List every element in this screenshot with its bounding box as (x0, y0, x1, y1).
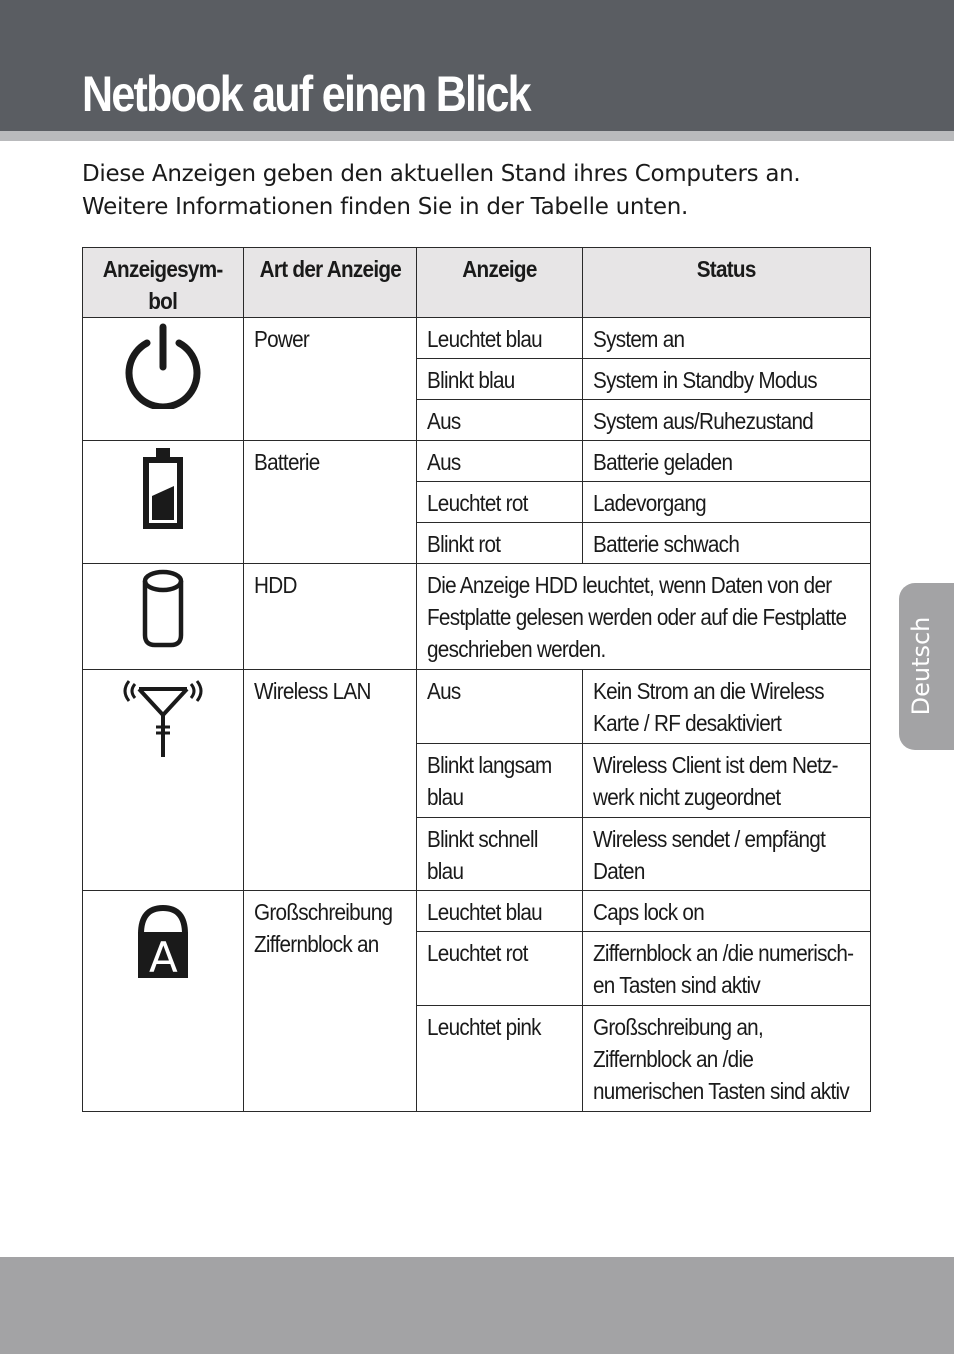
indicator-cell: Leuchtet pink (417, 1006, 583, 1112)
type-caps-numlock: Großschreibung Ziffernblock an (244, 891, 417, 1112)
indicator-cell: Aus (417, 670, 583, 744)
wireless-icon-cell (83, 670, 244, 891)
status-cell: Kein Strom an die Wireless Karte / RF desaktiviert (583, 670, 871, 744)
battery-icon-cell (83, 441, 244, 564)
wireless-antenna-icon (93, 675, 233, 761)
power-icon (93, 323, 233, 409)
indicator-cell: Aus (417, 400, 583, 441)
status-cell: Wireless sendet / empfängt Daten (583, 818, 871, 891)
indicator-cell: Leuchtet rot (417, 932, 583, 1006)
table-row (83, 891, 871, 932)
table-row (83, 318, 871, 359)
indicator-table (82, 247, 871, 1112)
hdd-description: Die Anzeige HDD leuchtet, wenn Daten von der Festplatte gelesen werden oder auf die Festplatte geschrieben werden. (417, 564, 871, 670)
status-cell: System in Standby Modus (583, 359, 871, 400)
status-cell: System an (583, 318, 871, 359)
indicator-cell: Blinkt blau (417, 359, 583, 400)
header-indicator: Anzeige (417, 248, 583, 318)
header-symbol: Anzeigesym-bol (83, 248, 244, 318)
indicator-cell: Aus (417, 441, 583, 482)
indicator-cell: Leuchtet rot (417, 482, 583, 523)
hdd-icon (93, 569, 233, 649)
indicator-cell: Blinkt langsam blau (417, 744, 583, 818)
status-cell: Batterie geladen (583, 441, 871, 482)
table-row (83, 441, 871, 482)
type-power: Power (244, 318, 417, 441)
page-title: Netbook auf einen Blick (82, 66, 530, 122)
status-cell: Ziffernblock an /die numerisch-en Tasten sind aktiv (583, 932, 871, 1006)
status-cell: Caps lock on (583, 891, 871, 932)
type-hdd: HDD (244, 564, 417, 670)
status-cell: Batterie schwach (583, 523, 871, 564)
table-header-row (83, 248, 871, 318)
status-cell: Wireless Client ist dem Netz-werk nicht zugeordnet (583, 744, 871, 818)
footer-bar (0, 1257, 954, 1354)
indicator-cell: Leuchtet blau (417, 891, 583, 932)
caps-icon-cell (83, 891, 244, 1112)
status-cell: Großschreibung an, Ziffernblock an /die numerischen Tasten sind aktiv (583, 1006, 871, 1112)
table-row (83, 564, 871, 670)
header-type: Art der Anzeige (244, 248, 417, 318)
status-cell: System aus/Ruhezustand (583, 400, 871, 441)
table-row (83, 670, 871, 744)
language-tab-label: Deutsch (907, 616, 935, 716)
status-cell: Ladevorgang (583, 482, 871, 523)
caps-lock-icon (93, 896, 233, 982)
type-battery: Batterie (244, 441, 417, 564)
type-wireless: Wireless LAN (244, 670, 417, 891)
intro-text (82, 158, 882, 224)
intro-line-2: Weitere Informationen finden Sie in der Tabelle unten. (82, 194, 688, 220)
hdd-icon-cell (83, 564, 244, 670)
header-stripe (0, 131, 954, 141)
indicator-cell: Leuchtet blau (417, 318, 583, 359)
header-bar (0, 0, 954, 131)
language-tab[interactable] (899, 583, 954, 750)
indicator-cell: Blinkt schnell blau (417, 818, 583, 891)
header-status: Status (583, 248, 871, 318)
svg-text:A: A (149, 933, 177, 982)
indicator-cell: Blinkt rot (417, 523, 583, 564)
power-icon-cell (83, 318, 244, 441)
battery-icon (93, 446, 233, 532)
intro-line-1: Diese Anzeigen geben den aktuellen Stand ihres Computers an. (82, 161, 801, 187)
